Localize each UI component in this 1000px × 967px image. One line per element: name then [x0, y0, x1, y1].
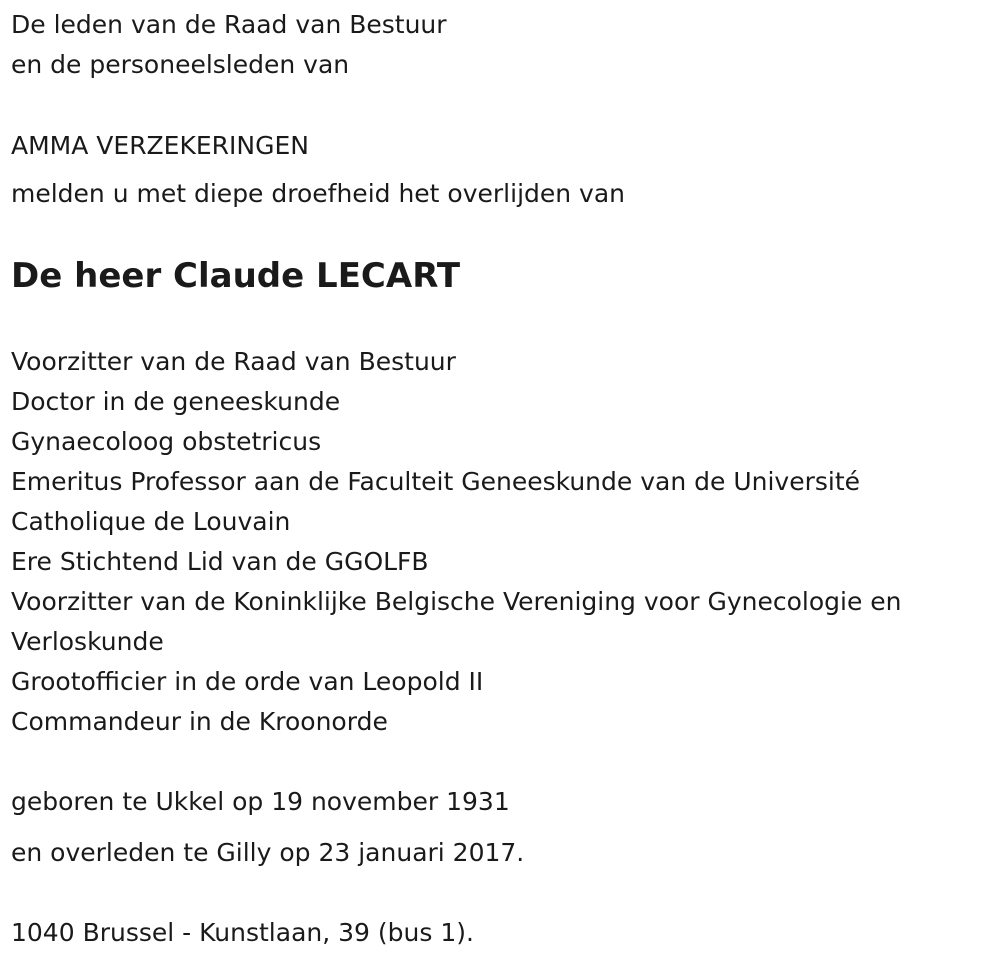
title-line: Emeritus Professor aan de Faculteit Geneeskunde van de Université — [11, 467, 861, 496]
address-info: 1040 Brussel - Kunstlaan, 39 (bus 1). — [11, 918, 474, 947]
title-line: Ere Stichtend Lid van de GGOLFB — [11, 547, 429, 576]
title-line: Commandeur in de Kroonorde — [11, 707, 388, 736]
title-line: Doctor in de geneeskunde — [11, 387, 341, 416]
intro-line-staff: en de personeelsleden van — [11, 50, 350, 79]
intro-block — [11, 5, 447, 85]
death-info: en overleden te Gilly op 23 januari 2017. — [11, 838, 525, 867]
title-line: Voorzitter van de Koninklijke Belgische Vereniging voor Gynecologie en — [11, 587, 902, 616]
title-line: Catholique de Louvain — [11, 507, 291, 536]
company-name: AMMA VERZEKERINGEN — [11, 131, 309, 160]
announcement-text: melden u met diepe droefheid het overlijden van — [11, 179, 626, 208]
deceased-name: De heer Claude LECART — [11, 256, 461, 296]
title-line: Verloskunde — [11, 627, 164, 656]
birth-info: geboren te Ukkel op 19 november 1931 — [11, 787, 510, 816]
title-line: Voorzitter van de Raad van Bestuur — [11, 347, 456, 376]
intro-line-board: De leden van de Raad van Bestuur — [11, 10, 447, 39]
title-line: Gynaecoloog obstetricus — [11, 427, 322, 456]
titles-list — [11, 342, 902, 742]
title-line: Grootofficier in de orde van Leopold II — [11, 667, 484, 696]
